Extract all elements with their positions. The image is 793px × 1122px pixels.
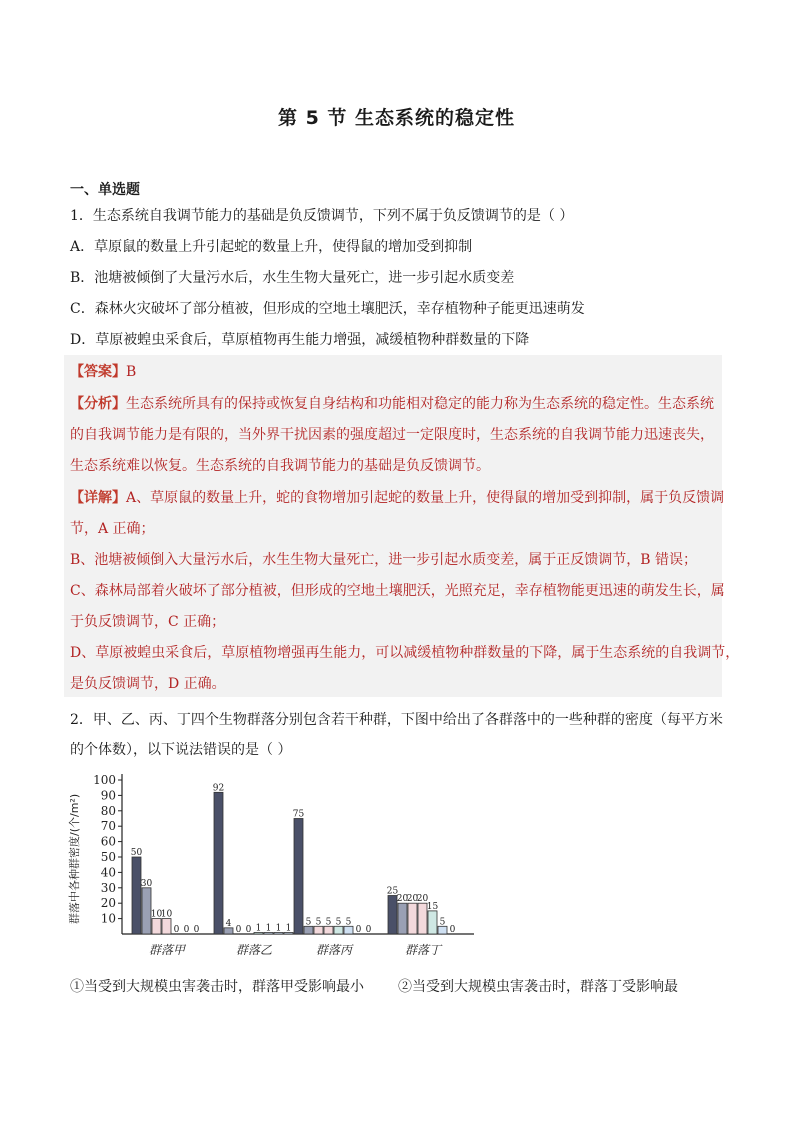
- q1-option-b: B．池塘被倾倒了大量污水后，水生生物大量死亡，进一步引起水质变差: [70, 270, 515, 286]
- bar-value-label: 20: [396, 894, 409, 905]
- bar-value-label: 0: [365, 925, 372, 935]
- bar: [152, 919, 161, 934]
- bar-value-label: 5: [315, 917, 322, 928]
- y-tick-label: 30: [100, 880, 116, 895]
- bar: [344, 926, 353, 934]
- q2-stem-line-1: 2．甲、乙、丙、丁四个生物群落分别包含若干种群，下图中给出了各群落中的一些种群的密度（每平方米: [70, 712, 723, 728]
- y-tick-label: 100: [93, 773, 116, 787]
- bar: [214, 792, 223, 934]
- bar-value-label: 20: [406, 894, 419, 905]
- bar-value-label: 75: [292, 809, 305, 820]
- bar-value-label: 0: [245, 925, 252, 935]
- bar-value-label: 25: [386, 886, 399, 897]
- analysis-tag: 【分析】: [70, 396, 126, 412]
- q1-analysis-line-1: [70, 394, 714, 414]
- bar-value-label: 4: [225, 918, 232, 929]
- bar: [334, 926, 343, 934]
- q1-detail-line-5: 于负反馈调节，C 正确；: [70, 614, 226, 630]
- bar-value-label: 1: [265, 923, 272, 934]
- bar: [418, 903, 427, 934]
- bar-value-label: 0: [449, 925, 456, 935]
- bar: [304, 926, 313, 934]
- bar-value-label: 0: [355, 925, 362, 935]
- group-label: 群落乙: [235, 943, 273, 957]
- bar-value-label: 50: [130, 848, 143, 858]
- bar-value-label: 5: [439, 917, 446, 928]
- y-tick-label: 10: [100, 911, 116, 926]
- bar-value-label: 10: [160, 909, 173, 920]
- q1-option-d: D．草原被蝗虫采食后，草原植物再生能力增强，减缓植物种群数量的下降: [70, 332, 530, 348]
- y-tick-label: 70: [100, 819, 116, 834]
- bar: [294, 819, 303, 935]
- bar: [132, 857, 141, 934]
- y-axis-label: 群落中各种群密度/(个/m²): [68, 793, 81, 924]
- q1-stem: 1．生态系统自我调节能力的基础是负反馈调节，下列不属于负反馈调节的是（ ）: [70, 208, 574, 224]
- bar-value-label: 5: [345, 917, 352, 928]
- q1-detail-line-6: D、草原被蝗虫采食后，草原植物增强再生能力，可以减缓植物种群数量的下降，属于生态系统的自我调节，: [70, 645, 740, 661]
- q1-detail-line-2: 节，A 正确；: [70, 521, 155, 537]
- group-label: 群落丙: [315, 943, 353, 957]
- bar-value-label: 0: [173, 925, 180, 935]
- bar-value-label: 0: [193, 925, 200, 935]
- bar: [408, 903, 417, 934]
- group-label: 群落丁: [404, 943, 442, 957]
- answer-tag: 【答案】: [70, 364, 126, 380]
- bar-value-label: 5: [305, 917, 312, 928]
- bar-value-label: 0: [235, 925, 242, 935]
- q1-answer: [70, 362, 136, 382]
- q1-option-a: A．草原鼠的数量上升引起蛇的数量上升，使得鼠的增加受到抑制: [70, 239, 473, 255]
- bar: [314, 926, 323, 934]
- detail-tag: 【详解】: [70, 490, 126, 506]
- q2-stem-line-2: 的个体数），以下说法错误的是（ ）: [70, 742, 292, 758]
- bar: [438, 926, 447, 934]
- bar: [162, 919, 171, 934]
- bar: [388, 896, 397, 935]
- y-tick-label: 90: [100, 788, 116, 803]
- bar-value-label: 92: [212, 783, 225, 794]
- bar-value-label: 0: [183, 925, 190, 935]
- y-tick-label: 50: [100, 850, 116, 864]
- page-title: 第 5 节 生态系统的稳定性: [277, 107, 516, 129]
- bar-value-label: 20: [416, 894, 429, 905]
- q1-detail-line-7: 是负反馈调节，D 正确。: [70, 676, 226, 692]
- detail-text: A、草原鼠的数量上升，蛇的食物增加引起蛇的数量上升，使得鼠的增加受到抑制，属于负反馈调: [126, 490, 725, 506]
- q1-detail-line-3: B、池塘被倾倒入大量污水后，水生生物大量死亡，进一步引起水质变差，属于正反馈调节，B 错误；: [70, 552, 698, 568]
- bar-value-label: 30: [140, 878, 153, 889]
- q2-statement-1: ①当受到大规模虫害袭击时，群落甲受影响最小: [70, 979, 364, 995]
- bar: [324, 926, 333, 934]
- bar-value-label: 1: [285, 923, 292, 934]
- bar: [428, 911, 437, 934]
- answer-value: B: [126, 364, 137, 380]
- y-tick-label: 60: [100, 834, 116, 849]
- bar-value-label: 1: [275, 923, 282, 934]
- y-tick-label: 80: [100, 803, 116, 818]
- q1-option-c: C．森林火灾破坏了部分植被，但形成的空地土壤肥沃，幸存植物种子能更迅速萌发: [70, 301, 585, 317]
- analysis-text: 生态系统所具有的保持或恢复自身结构和功能相对稳定的能力称为生态系统的稳定性。生态系统: [126, 396, 714, 412]
- bar-value-label: 15: [426, 901, 439, 912]
- y-tick-label: 20: [100, 896, 116, 911]
- bar-value-label: 5: [325, 917, 332, 928]
- q1-analysis-line-2: 的自我调节能力是有限的，当外界干扰因素的强度超过一定限度时，生态系统的自我调节能力迅速丧失，: [70, 427, 714, 443]
- bar: [142, 888, 151, 934]
- q1-analysis-line-3: 生态系统难以恢复。生态系统的自我调节能力的基础是负反馈调节。: [70, 458, 490, 474]
- q1-detail-line-4: C、森林局部着火破坏了部分植被，但形成的空地土壤肥沃，光照充足，幸存植物能更迅速的萌发生长，属: [70, 583, 725, 599]
- y-tick-label: 40: [100, 865, 116, 880]
- q2-statement-2: ②当受到大规模虫害袭击时，群落丁受影响最: [398, 979, 678, 995]
- bar: [398, 903, 407, 934]
- density-bar-chart: [66, 768, 486, 968]
- group-label: 群落甲: [148, 943, 186, 957]
- bar-value-label: 5: [335, 917, 342, 928]
- section-heading: 一、单选题: [70, 182, 140, 198]
- q1-detail-line-1: [70, 488, 724, 508]
- bar-value-label: 10: [150, 909, 163, 920]
- bar-value-label: 1: [255, 923, 262, 934]
